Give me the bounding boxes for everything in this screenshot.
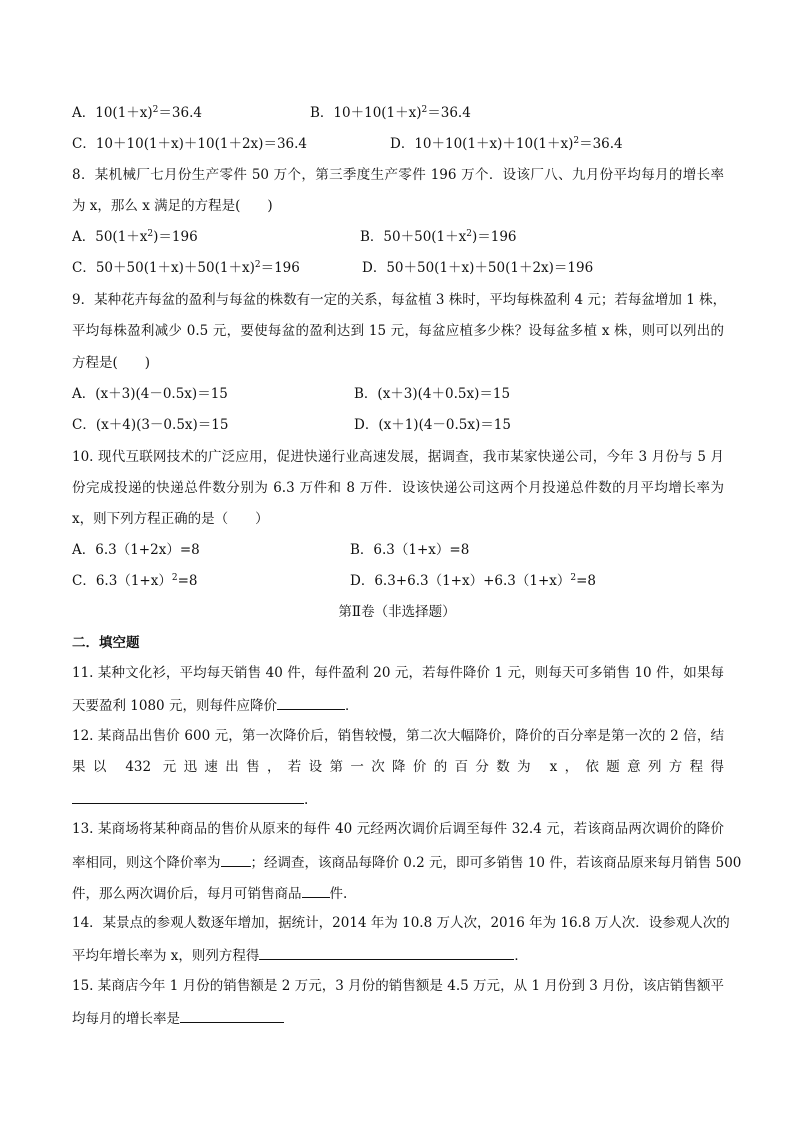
q8-option-a: A．$50(1+x^2)=196$ xyxy=(72,229,198,245)
q9-stem-line1: 9．某种花卉每盆的盈利与每盆的株数有一定的关系，每盆植 3 株时，平均每株盈利 4 元；若每盆增加 1 株， xyxy=(72,292,727,308)
q8-stem-line2: 为 x，那么 x 满足的方程是( ) xyxy=(72,198,273,214)
q13-stem-line3: 件，那么两次调价后，每月可销售商品 件. xyxy=(72,883,347,903)
q9-stem-line2: 平均每株盈利减少 0.5 元，要使每盆的盈利达到 15 元，每盆应植多少株？设每盆多植 x 株，则可以列出的 xyxy=(72,323,724,339)
q8-option-c: C．$50+50(1+x)+50(1+x)^2=196$ xyxy=(72,260,300,276)
q11-answer-blank[interactable] xyxy=(277,695,345,710)
q12-answer-blank[interactable] xyxy=(72,789,304,804)
q10-option-c: C．$6.3(1+x)^2=8$ xyxy=(72,573,198,589)
q8-option-b: B．$50+50(1+x^2)=196$ xyxy=(360,229,517,245)
q14-stem-line1: 14．某景点的参观人数逐年增加，据统计，2014 年为 10.8 万人次，2016 年为 16.8 万人次．设参观人次的 xyxy=(72,915,730,931)
q12-stem-line3: . xyxy=(72,789,308,809)
q10-stem-line3: x，则下列方程正确的是（ ） xyxy=(72,511,269,527)
q11-stem-line2: 天要盈利 1080 元，则每件应降价 ． xyxy=(72,695,358,715)
q9-stem-line3: 方程是( ) xyxy=(72,355,151,371)
q14-stem-line2: 平均年增长率为 x，则列方程得 ． xyxy=(72,945,528,965)
q11-stem-line1: 11. 某种文化衫，平均每天销售 40 件，每件盈利 20 元，若每件降价 1 元，则每天可多销售 10 件，如果每 xyxy=(72,665,724,681)
q12-stem-line1: 12. 某商品出售价 600 元，第一次降价后，销售较慢，第二次大幅降价，降价的百分率是第一次的 2 倍，结 xyxy=(72,728,724,744)
q12-stem-line2: 果以 432 元迅速出售，若设第一次降价的百分数为 x，依题意列方程得 xyxy=(72,759,724,775)
q13-stem-line2: 率相同，则这个降价率为 ；经调查，该商品每降价 0.2 元，即可多销售 10 件，若该商品原来每月销售 500 xyxy=(72,852,741,872)
q7-option-b: B．$10+10(1+x)^2=36.4$ xyxy=(310,105,471,121)
q10-option-d: D．$6.3+6.3(1+x)+6.3(1+x)^2=8$ xyxy=(350,573,597,589)
q13-stem-line1: 13. 某商场将某种商品的售价从原来的每件 40 元经两次调价后调至每件 32.4 元，若该商品两次调价的降价 xyxy=(72,821,724,837)
q8-option-d: D．50＋50(1＋x)＋50(1＋2x)＝196 xyxy=(362,260,594,276)
q8-stem-line1: 8．某机械厂七月份生产零件 50 万个，第三季度生产零件 196 万个．设该厂八、九月份平均每月的增长率 xyxy=(72,167,724,183)
q14-answer-blank[interactable] xyxy=(259,945,514,960)
q15-stem-line2: 均每月的增长率是 xyxy=(72,1008,284,1028)
q7-option-a: A．$10(1+x)^2=36.4$ xyxy=(72,105,202,121)
q15-stem-line1: 15. 某商店今年 1 月份的销售额是 2 万元，3 月份的销售额是 4.5 万元，从 1 月份到 3 月份，该店销售额平 xyxy=(72,978,724,994)
q9-option-c: C．(x＋4)(3－0.5x)＝15 xyxy=(72,417,229,433)
q13-quantity-blank[interactable] xyxy=(302,883,330,898)
q10-stem-line2: 份完成投递的快递总件数分别为 6.3 万件和 8 万件．设该快递公司这两个月投递总件数的月平均增长率为 xyxy=(72,480,724,496)
q10-option-a: A．6.3（1+2x）=8 xyxy=(72,542,200,558)
q9-option-b: B．(x＋3)(4＋0.5x)＝15 xyxy=(354,386,511,402)
q13-rate-blank[interactable] xyxy=(221,852,251,867)
q10-option-b: B．6.3（1+x）=8 xyxy=(350,542,470,558)
q10-stem-line1: 10. 现代互联网技术的广泛应用，促进快递行业高速发展，据调查，我市某家快递公司，今年 3 月份与 5 月 xyxy=(72,449,724,465)
q15-answer-blank[interactable] xyxy=(180,1008,284,1023)
q7-option-c: C．10＋10(1＋x)＋10(1＋2x)＝36.4 xyxy=(72,136,307,152)
part2-heading: 二．填空题 xyxy=(72,635,140,651)
q9-option-a: A．(x＋3)(4－0.5x)＝15 xyxy=(72,386,228,402)
q7-option-d: D．$10+10(1+x)+10(1+x)^2=36.4$ xyxy=(390,136,623,152)
q9-option-d: D．(x＋1)(4－0.5x)＝15 xyxy=(354,417,511,433)
section-title: 第Ⅱ卷（非选择题） xyxy=(338,604,456,620)
